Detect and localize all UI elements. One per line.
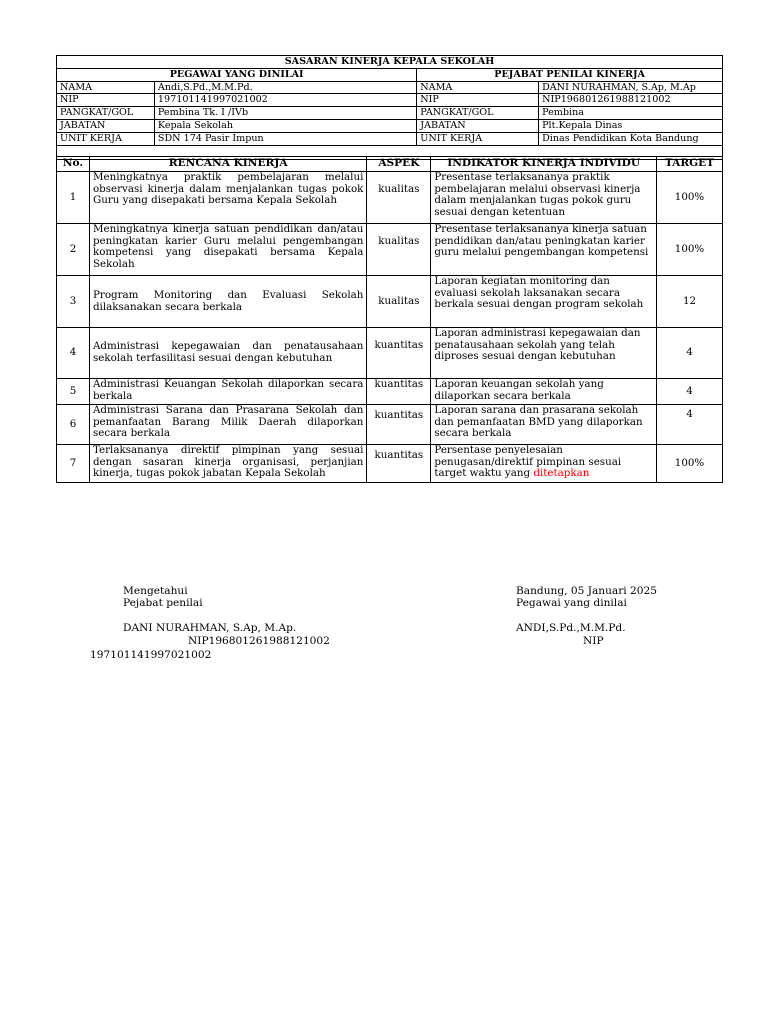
- row-indicator: Laporan sarana dan prasarana sekolah dan pemanfaatan BMD yang dilaporkan secara berkala: [431, 405, 657, 445]
- employee-info-table: [56, 55, 723, 160]
- row-indicator: [431, 445, 657, 483]
- left-sign-line1: Mengetahui: [123, 585, 188, 597]
- assessor-unit-label: UNIT KERJA: [417, 132, 539, 145]
- right-sign-line2: Pegawai yang dinilai: [516, 597, 627, 609]
- assessor-header: PEJABAT PENILAI KINERJA: [417, 68, 723, 81]
- row-target: 100%: [656, 445, 722, 483]
- row-aspect: kualitas: [367, 276, 431, 328]
- row-aspect: kualitas: [367, 172, 431, 224]
- table-row: [57, 276, 723, 328]
- assessed-position-label: JABATAN: [57, 119, 155, 132]
- row-no: 2: [57, 224, 90, 276]
- assessor-position-value: Plt.Kepala Dinas: [539, 119, 723, 132]
- row-indicator: Presentase terlaksananya kinerja satuan pendidikan dan/atau peningkatan karier guru melalui pengembangan kompetensi: [431, 224, 657, 276]
- assessor-rank-value: Pembina: [539, 107, 723, 120]
- row-target: 12: [656, 276, 722, 328]
- table-row: [57, 224, 723, 276]
- assessed-rank-value: Pembina Tk. I /IVb: [154, 107, 416, 120]
- row-plan: Administrasi Sarana dan Prasarana Sekolah dan pemanfaatan Barang Milik Daerah dilaporkan secara berkala: [89, 405, 366, 445]
- row-plan: Program Monitoring dan Evaluasi Sekolah dilaksanakan secara berkala: [89, 276, 366, 328]
- assessor-rank-label: PANGKAT/GOL: [417, 107, 539, 120]
- row-no: 5: [57, 379, 90, 405]
- row-target: 4: [656, 328, 722, 379]
- document-title: SASARAN KINERJA KEPALA SEKOLAH: [57, 56, 723, 69]
- highlighted-word: ditetapkan: [533, 467, 590, 480]
- row-plan: Terlaksananya direktif pimpinan yang sesuai dengan sasaran kinerja organisasi, perjanjian kinerja, tugas pokok jabatan Kepala Sekolah: [89, 445, 366, 483]
- performance-table: [56, 156, 723, 483]
- row-indicator: Laporan administrasi kepegawaian dan penatausahaan sekolah yang telah diproses sesuai dengan kebutuhan: [431, 328, 657, 379]
- table-row: [57, 172, 723, 224]
- assessor-name-label: NAMA: [417, 81, 539, 94]
- row-plan: Administrasi Keuangan Sekolah dilaporkan secara berkala: [89, 379, 366, 405]
- row-indicator: Presentase terlaksananya praktik pembelajaran melalui observasi kinerja dalam menjalankan tugas pokok guru sesuai dengan ketentuan: [431, 172, 657, 224]
- assessed-unit-label: UNIT KERJA: [57, 132, 155, 145]
- assessed-name-label: NAMA: [57, 81, 155, 94]
- assessed-nip-label: NIP: [57, 94, 155, 107]
- table-row: [57, 379, 723, 405]
- row-target: 4: [656, 379, 722, 405]
- assessed-name-value: Andi,S.Pd.,M.M.Pd.: [154, 81, 416, 94]
- right-sign-name: ANDI,S.Pd.,M.M.Pd.: [516, 622, 626, 634]
- row-no: 3: [57, 276, 90, 328]
- row-plan: Meningkatnya praktik pembelajaran melalui observasi kinerja dalam menjalankan tugas pokok Guru yang disepakati bersama Kepala Sekolah: [89, 172, 366, 224]
- row-indicator: Laporan kegiatan monitoring dan evaluasi sekolah laksanakan secara berkala sesuai dengan program sekolah: [431, 276, 657, 328]
- table-row: [57, 445, 723, 483]
- assessed-nip-value: 197101141997021002: [154, 94, 416, 107]
- left-sign-nip-extra: 197101141997021002: [90, 649, 212, 661]
- row-no: 1: [57, 172, 90, 224]
- col-header-no: No.: [57, 157, 90, 172]
- left-sign-nip: NIP196801261988121002: [188, 635, 330, 647]
- row-aspect: kuantitas: [367, 445, 431, 483]
- row-plan: Meningkatnya kinerja satuan pendidikan dan/atau peningkatan karier Guru melalui pengembangan kompetensi yang disepakati bersama Kepala Sekolah: [89, 224, 366, 276]
- row-indicator: Laporan keuangan sekolah yang dilaporkan secara berkala: [431, 379, 657, 405]
- row-no: 6: [57, 405, 90, 445]
- col-header-aspect: ASPEK: [367, 157, 431, 172]
- table-row: [57, 405, 723, 445]
- right-sign-place-date: Bandung, 05 Januari 2025: [516, 585, 658, 597]
- row-plan: Administrasi kepegawaian dan penatausahaan sekolah terfasilitasi sesuai dengan kebutuhan: [89, 328, 366, 379]
- col-header-indicator: INDIKATOR KINERJA INDIVIDU: [431, 157, 657, 172]
- assessor-nip-label: NIP: [417, 94, 539, 107]
- assessor-position-label: JABATAN: [417, 119, 539, 132]
- row-target: 100%: [656, 224, 722, 276]
- row-no: 4: [57, 328, 90, 379]
- left-sign-line2: Pejabat penilai: [123, 597, 203, 609]
- right-sign-nip: NIP: [583, 635, 604, 647]
- assessor-unit-value: Dinas Pendidikan Kota Bandung: [539, 132, 723, 145]
- row-aspect: kuantitas: [367, 405, 431, 445]
- assessed-unit-value: SDN 174 Pasir Impun: [154, 132, 416, 145]
- assessor-name-value: DANI NURAHMAN, S.Ap, M.Ap: [539, 81, 723, 94]
- row-aspect: kuantitas: [367, 328, 431, 379]
- left-sign-name: DANI NURAHMAN, S.Ap, M.Ap.: [123, 622, 297, 634]
- col-header-plan: RENCANA KINERJA: [89, 157, 366, 172]
- row-target: 100%: [656, 172, 722, 224]
- assessed-header: PEGAWAI YANG DINILAI: [57, 68, 417, 81]
- table-row: [57, 328, 723, 379]
- row-indicator-text: Persentase penyelesaian penugasan/direktif pimpinan sesuai target waktu yang: [434, 444, 622, 480]
- row-no: 7: [57, 445, 90, 483]
- col-header-target: TARGET: [656, 157, 722, 172]
- assessed-position-value: Kepala Sekolah: [154, 119, 416, 132]
- row-aspect: kuantitas: [367, 379, 431, 405]
- assessed-rank-label: PANGKAT/GOL: [57, 107, 155, 120]
- assessor-nip-value: NIP196801261988121002: [539, 94, 723, 107]
- row-aspect: kualitas: [367, 224, 431, 276]
- row-target: 4: [656, 405, 722, 445]
- table-header-row: [57, 157, 723, 172]
